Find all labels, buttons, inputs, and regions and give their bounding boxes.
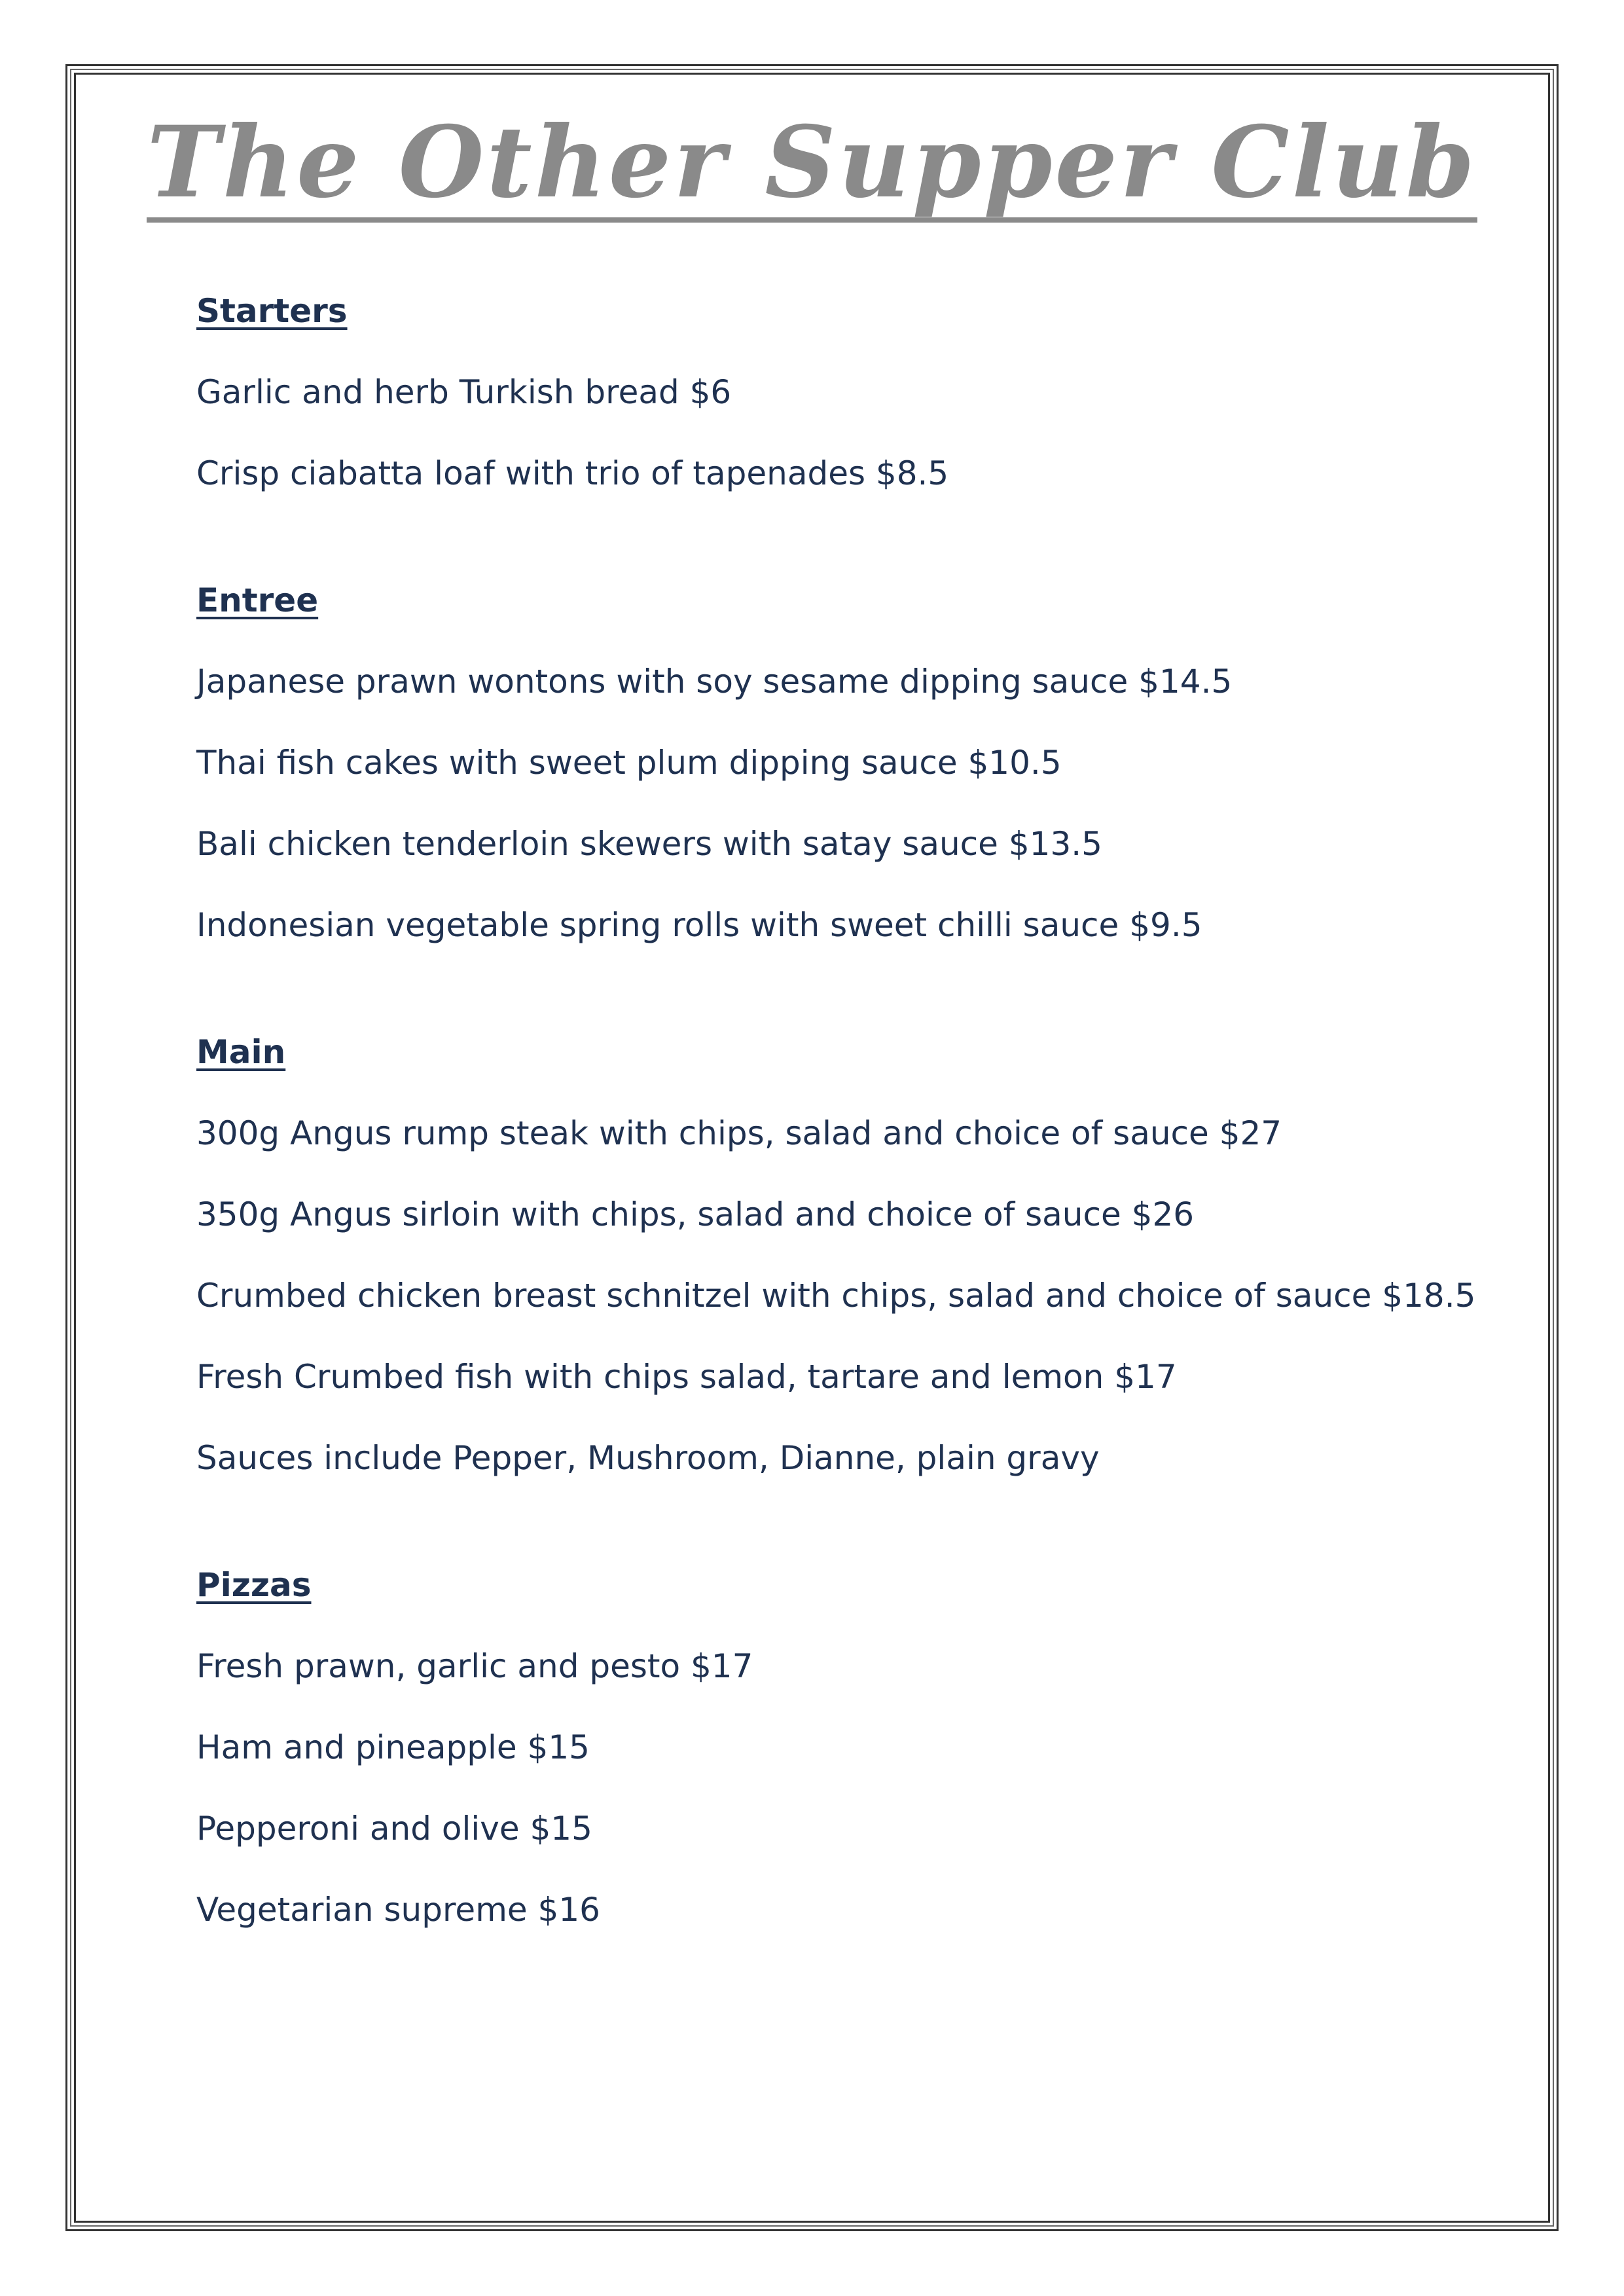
menu-item: Garlic and herb Turkish bread $6: [196, 373, 732, 411]
section-heading: Entree: [196, 581, 319, 619]
menu-item: Crisp ciabatta loaf with trio of tapenades $8.5: [196, 454, 949, 492]
section-pizzas: [196, 1562, 1506, 1933]
section-heading: Starters: [196, 292, 348, 330]
section-heading: Main: [196, 1033, 286, 1071]
menu-item: 300g Angus rump steak with chips, salad and choice of sauce $27: [196, 1114, 1282, 1152]
menu-title: [0, 105, 1624, 223]
menu-item: Vegetarian supreme $16: [196, 1891, 600, 1929]
menu-item: Ham and pineapple $15: [196, 1728, 590, 1766]
section-entree: [196, 577, 1506, 948]
menu-item: Fresh Crumbed fish with chips salad, tartare and lemon $17: [196, 1358, 1177, 1396]
menu-item: Bali chicken tenderloin skewers with satay sauce $13.5: [196, 825, 1102, 863]
menu-item: Fresh prawn, garlic and pesto $17: [196, 1647, 753, 1685]
menu-item: 350g Angus sirloin with chips, salad and choice of sauce $26: [196, 1195, 1195, 1233]
section-heading: Pizzas: [196, 1566, 312, 1604]
section-starters: [196, 288, 1506, 496]
menu-item: Pepperoni and olive $15: [196, 1810, 592, 1848]
menu-item: Indonesian vegetable spring rolls with sweet chilli sauce $9.5: [196, 906, 1202, 944]
menu-item: Japanese prawn wontons with soy sesame dipping sauce $14.5: [196, 663, 1233, 701]
menu-body: [196, 288, 1506, 2014]
menu-item: Thai fish cakes with sweet plum dipping sauce $10.5: [196, 744, 1062, 782]
menu-title-text: The Other Supper Club: [147, 110, 1477, 223]
menu-item: Crumbed chicken breast schnitzel with chips, salad and choice of sauce $18.5: [196, 1277, 1476, 1315]
section-main: [196, 1029, 1506, 1481]
sauce-note: Sauces include Pepper, Mushroom, Dianne, plain gravy: [196, 1439, 1100, 1477]
